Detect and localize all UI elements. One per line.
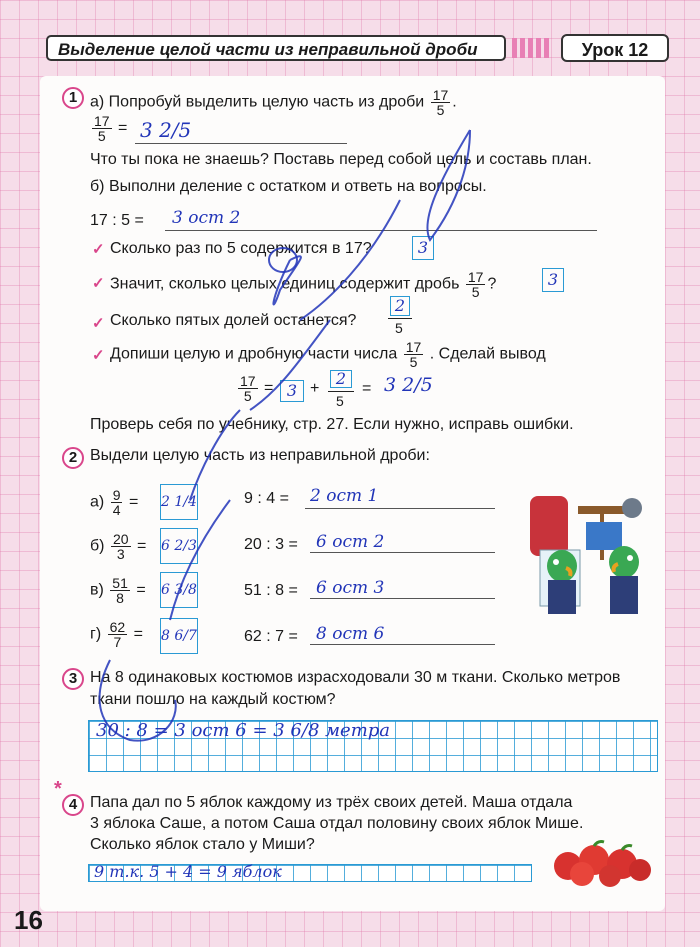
fraction-numerator: 62: [109, 619, 126, 635]
decorative-stripes: [512, 38, 549, 58]
check-icon: ✓: [92, 315, 105, 332]
task-4-line-1: Папа дал по 5 яблок каждому из трёх своих детей. Маша отдала: [90, 794, 573, 811]
equals-sign: =: [136, 537, 147, 555]
fraction-denominator: 4: [112, 502, 121, 518]
question-4-tail: . Сделай вывод: [429, 345, 546, 363]
fraction-numerator: 17: [94, 113, 110, 129]
answer-box-2c[interactable]: 6 3/8: [160, 572, 198, 608]
equals-sign: =: [118, 119, 128, 137]
answer-box-q2[interactable]: 3: [542, 268, 564, 292]
fraction-17-5: [238, 374, 258, 403]
fraction-denominator: 5: [243, 388, 252, 404]
fraction: [111, 488, 123, 517]
question-2-text: Значит, сколько целых единиц содержит дробь: [110, 275, 460, 293]
task-4-number: 4: [62, 794, 84, 816]
check-icon: ✓: [92, 275, 105, 292]
fraction-denominator: 5: [471, 284, 480, 300]
question-4: [110, 340, 546, 369]
task-1a-equation: [90, 114, 127, 143]
question-1: Сколько раз по 5 содержится в 17?: [110, 240, 372, 257]
fraction-17-5: [92, 114, 112, 143]
equals-sign: =: [128, 493, 139, 511]
star-icon: *: [54, 778, 62, 800]
answer-line: [165, 230, 597, 231]
row-label: а): [90, 493, 105, 511]
fraction: [111, 532, 131, 561]
page-title: Выделение целой части из неправильной дроби: [46, 35, 506, 61]
conclusion-equation: [236, 374, 273, 403]
answer-box-2d[interactable]: 8 6/7: [160, 618, 198, 654]
fraction-numerator: 51: [112, 575, 128, 591]
division-handwritten-answer: 3 ост 2: [172, 208, 241, 228]
fraction-bar: [328, 391, 354, 392]
answer-box-2a[interactable]: 2 1/4: [160, 484, 198, 520]
division-expression: 17 : 5 =: [90, 212, 144, 229]
check-yourself-text: Проверь себя по учебнику, стр. 27. Если нужно, исправь ошибки.: [90, 416, 574, 433]
check-icon: ✓: [92, 347, 105, 364]
task-2b-label: [90, 532, 146, 561]
fraction-numerator: 17: [432, 87, 449, 103]
answer-box-q1[interactable]: 3: [412, 236, 434, 260]
task-1a-text: а) Попробуй выделить целую часть из дроби $\frac{17}{5}$ .: [90, 87, 457, 118]
fraction-numerator: 9: [112, 487, 121, 503]
question-3: Сколько пятых долей останется?: [110, 312, 357, 329]
plus-sign: +: [310, 380, 320, 397]
task-2c-label: [90, 576, 146, 605]
page-number: 16: [14, 905, 43, 935]
apples-illustration: [552, 838, 652, 888]
answer-line: [310, 598, 495, 599]
question-2: [110, 270, 496, 299]
answer-box-2b[interactable]: 6 2/3: [160, 528, 198, 564]
answer-line: [305, 508, 495, 509]
fraction-denominator: 8: [116, 590, 124, 606]
equals-sign: =: [136, 581, 146, 599]
conclusion-handwritten-result: 3 2/5: [384, 374, 433, 396]
task-2d-label: [90, 620, 143, 649]
conclusion-whole-box[interactable]: 3: [280, 380, 304, 402]
task-3-line-1: На 8 одинаковых костюмов израсходовали 30 м ткани. Сколько метров: [90, 669, 621, 686]
task-1-number: 1: [62, 87, 84, 109]
division-2c-handwritten: 6 ост 3: [316, 578, 385, 598]
row-label: г): [90, 625, 102, 643]
fraction-numerator: 17: [467, 269, 484, 285]
task-1a-handwritten-answer: 3 2/5: [140, 118, 192, 142]
task-1a-label: а) Попробуй выделить целую часть из дроби: [90, 93, 425, 111]
fraction-bar: [388, 318, 412, 319]
parrots-tailor-illustration: [520, 486, 660, 626]
question-mark: ?: [487, 275, 497, 293]
division-2d-handwritten: 8 ост 6: [316, 624, 385, 644]
fraction: [108, 620, 128, 649]
answer-box-q3[interactable]: 2: [390, 296, 410, 316]
division-2a: 9 : 4 =: [244, 490, 289, 507]
task-3-handwritten-answer: 30 : 8 = 3 ост 6 = 3 6/8 метра: [96, 720, 391, 741]
task-4-handwritten-answer: 9 т.к. 5 + 4 = 9 яблок: [94, 862, 282, 881]
task-1b-text: б) Выполни деление с остатком и ответь на вопросы.: [90, 178, 487, 195]
fraction-denominator: 3: [116, 546, 125, 562]
row-label: в): [90, 581, 104, 599]
question-4-text: Допиши целую и дробную части числа: [110, 345, 398, 363]
fraction-numerator: 17: [240, 373, 256, 389]
conclusion-numerator-box[interactable]: 2: [330, 370, 352, 388]
task-2-text: Выдели целую часть из неправильной дроби:: [90, 447, 430, 464]
answer-line: [310, 552, 495, 553]
fraction-denominator: 5: [336, 393, 344, 409]
row-label: б): [90, 537, 105, 555]
equals-sign: =: [362, 380, 372, 397]
fraction-17-5: [466, 270, 486, 299]
equals-sign: =: [264, 379, 274, 397]
fraction-denominator: 7: [113, 634, 122, 650]
division-2a-handwritten: 2 ост 1: [310, 486, 379, 506]
task-3-line-2: ткани пошло на каждый костюм?: [90, 691, 336, 708]
fraction-denominator: 5: [409, 354, 418, 370]
fraction-denominator: 5: [395, 320, 403, 336]
division-2d: 62 : 7 =: [244, 628, 298, 645]
equals-sign: =: [133, 625, 143, 643]
task-4-line-2: 3 яблока Саше, а потом Саша отдал половину своих яблок Мише.: [90, 815, 584, 832]
answer-line: [135, 143, 347, 144]
fraction-numerator: 17: [405, 339, 422, 355]
task-4-line-3: Сколько яблок стало у Миши?: [90, 836, 315, 853]
task-3-number: 3: [62, 668, 84, 690]
answer-line: [310, 644, 495, 645]
fraction-numerator: 20: [112, 531, 129, 547]
fraction-denominator: 5: [436, 102, 445, 118]
lesson-label: Урок 12: [561, 34, 669, 62]
task-2-number: 2: [62, 447, 84, 469]
fraction: [110, 576, 130, 605]
task-2a-label: [90, 488, 138, 517]
division-2c: 51 : 8 =: [244, 582, 298, 599]
division-2b: 20 : 3 =: [244, 536, 298, 553]
task-1-goal-text: Что ты пока не знаешь? Поставь перед собой цель и составь план.: [90, 151, 592, 168]
fraction-17-5: [431, 88, 451, 117]
fraction-17-5: [404, 340, 424, 369]
check-icon: ✓: [92, 241, 105, 258]
fraction-denominator: 5: [97, 128, 106, 144]
division-2b-handwritten: 6 ост 2: [316, 532, 385, 552]
